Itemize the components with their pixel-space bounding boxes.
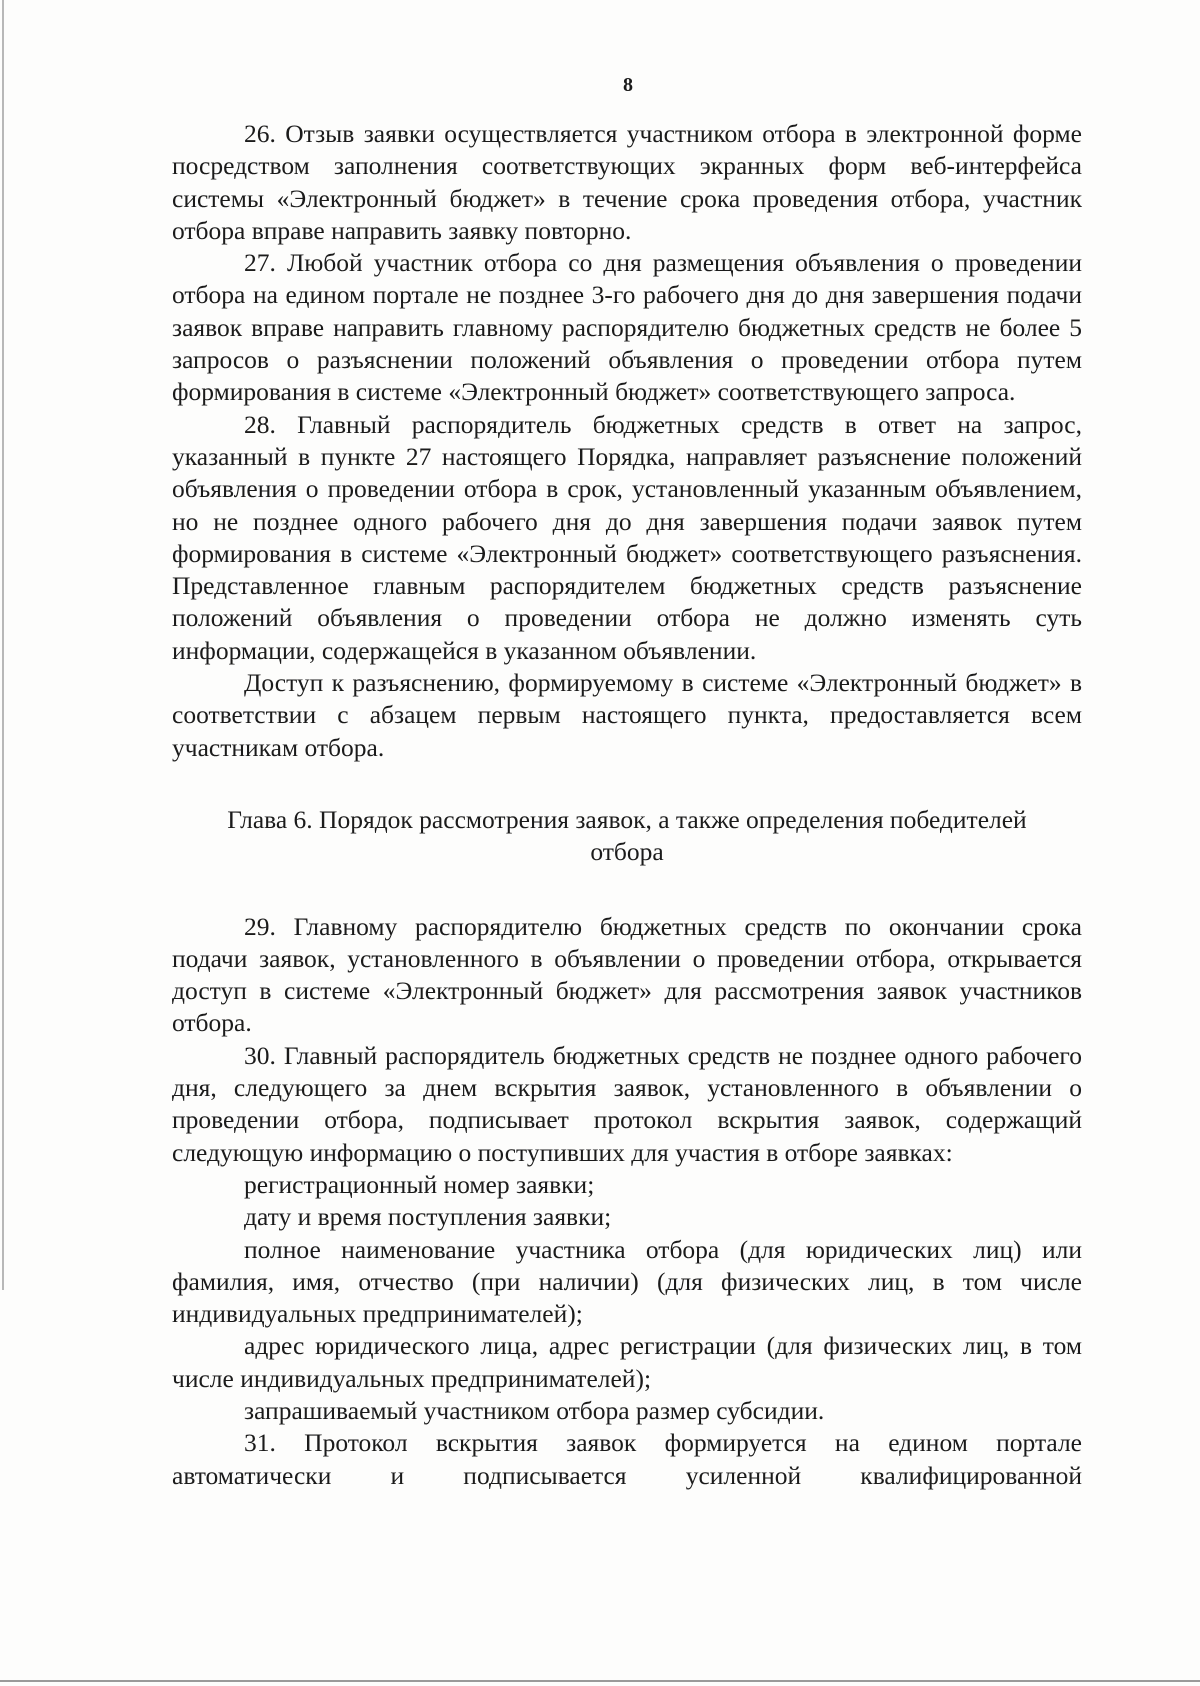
paragraph-27: 27. Любой участник отбора со дня размещения объявления о проведении отбора на едином портале не позднее 3-го рабочего дня до дня завершения подачи заявок вправе направить главному распорядителю бюджетных средств не более 5 запросов о разъяснении положений объявления о проведении отбора путем формирования в системе «Электронный бюджет» соответствующего запроса. <box>172 248 1082 407</box>
list-item-registration-number: регистрационный номер заявки; <box>244 1169 595 1199</box>
document-body <box>172 118 1082 1492</box>
list-item-subsidy-amount: запрашиваемый участником отбора размер субсидии. <box>244 1395 825 1425</box>
chapter-heading <box>172 804 1082 869</box>
chapter-heading-line1: Глава 6. Порядок рассмотрения заявок, а также определения победителей <box>227 804 1027 834</box>
paragraph-31: 31. Протокол вскрытия заявок формируется на едином портале автоматически и подписывается усиленной квалифицированной <box>172 1428 1082 1490</box>
page-number: 8 <box>623 74 633 96</box>
paragraph-30: 30. Главный распорядитель бюджетных средств не позднее одного рабочего дня, следующего за днем вскрытия заявок, установленного в объявлении о проведении отбора, подписывает протокол вскрытия заявок, содержащий следующую информацию о поступивших для участия в отборе заявках: <box>172 1040 1082 1167</box>
chapter-heading-line2: отбора <box>590 837 664 867</box>
scan-edge-left <box>2 0 4 1290</box>
list-item-date-time: дату и время поступления заявки; <box>244 1202 612 1232</box>
scan-edge-bottom <box>0 1680 1200 1682</box>
paragraph-26: 26. Отзыв заявки осуществляется участником отбора в электронной форме посредством заполнения соответствующих экранных форм веб-интерфейса системы «Электронный бюджет» в течение срока проведения отбора, участник отбора вправе направить заявку повторно. <box>172 119 1082 245</box>
list-item-full-name: полное наименование участника отбора (для юридических лиц) или фамилия, имя, отчество (при наличии) (для физических лиц, в том числе индивидуальных предпринимателей); <box>172 1234 1082 1329</box>
paragraph-28-access: Доступ к разъяснению, формируемому в системе «Электронный бюджет» в соответствии с абзацем первым настоящего пункта, предоставляется всем участникам отбора. <box>172 668 1082 762</box>
list-item-address: адрес юридического лица, адрес регистрации (для физических лиц, в том числе индивидуальных предпринимателей); <box>172 1331 1082 1393</box>
paragraph-28: 28. Главный распорядитель бюджетных средств в ответ на запрос, указанный в пункте 27 настоящего Порядка, направляет разъяснение положений объявления о проведении отбора в срок, установленный указанным объявлением, но не позднее одного рабочего дня до дня завершения подачи заявок путем формирования в системе «Электронный бюджет» соответствующего разъяснения. Представленное главным распорядителем бюджетных средств разъяснение положений объявления о проведении отбора не должно изменять суть информации, содержащейся в указанном объявлении. <box>172 409 1082 665</box>
paragraph-29: 29. Главному распорядителю бюджетных средств по окончании срока подачи заявок, установленного в объявлении о проведении отбора, открывается доступ в системе «Электронный бюджет» для рассмотрения заявок участников отбора. <box>172 911 1082 1038</box>
